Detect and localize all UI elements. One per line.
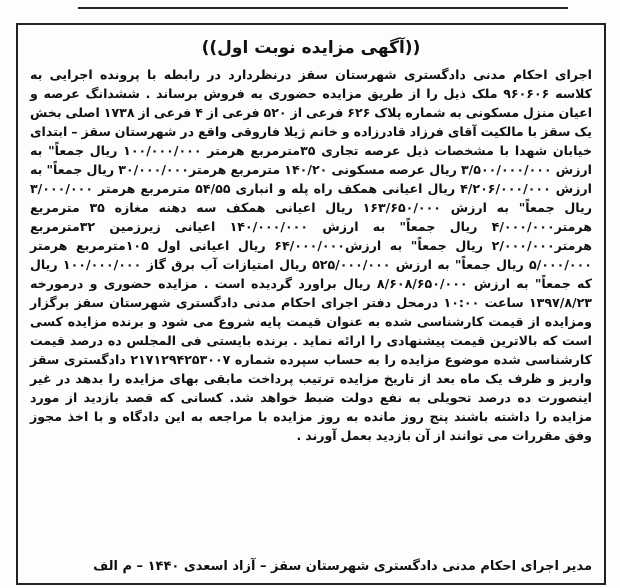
notice-body: اجرای احکام مدنی دادگستری شهرستان سقز درنظردارد در رابطه با پرونده اجرایی به کلاسه ۹۶۰۶۰۶ ملک ذیل را از طریق مزایده حضوری به فروش برساند . ششدانگ عرصه و اعیان منزل مسکونی به شماره پلاک ۶۲۶ فرعی از ۵۲۰ فرعی از ۴ فرعی از ۱۷۳۸ اصلی بخش یک سقز با مالکیت آقای فرزاد قادرزاده و خانم ژیلا فاروقی واقع در شهرستان سقز – ابتدای خیابان شهدا با مشخصات ذیل عرصه تجاری ۳۵مترمربع هرمتر ۱۰۰/۰۰۰/۰۰۰ ریال جمعاً" به ارزش ۳/۵۰۰/۰۰۰/۰۰۰ ریال عرصه مسکونی ۱۴۰/۲۰ مترمربع هرمتر۳۰/۰۰۰/۰۰۰ ریال جمعاً" به ارزش ۴/۲۰۶/۰۰۰/۰۰۰ ریال اعیانی همکف راه پله و انباری ۵۴/۵۵ مترمربع هرمتر ۳/۰۰۰/۰۰۰ ریال جمعاً" به ارزش ۱۶۳/۶۵۰/۰۰۰ ریال اعیانی همکف سه دهنه مغازه ۳۵ مترمربع هرمتر۴/۰۰۰/۰۰۰ ریال جمعاً" به ارزش ۱۴۰/۰۰۰/۰۰۰ اعیانی زیرزمین ۳۲مترمربع هرمتر۲/۰۰۰/۰۰۰ ریال جمعاً" به ارزش۶۴/۰۰۰/۰۰۰ ریال اعیانی اول ۱۰۵مترمربع هرمتر ۵/۰۰۰/۰۰۰ ریال جمعاً" به ارزش ۵۲۵/۰۰۰/۰۰۰ ریال امتیازات آب برق گاز ۱۰۰/۰۰۰/۰۰۰ ریال که جمعاً" به ارزش ۸/۶۰۸/۶۵۰/۰۰۰ ریال براورد گردیده است . مزایده حضوری و درمورخه ۱۳۹۷/۸/۲۳ ساعت ۱۰:۰۰ درمحل دفتر اجرای احکام مدنی دادگستری شهرستان سقز برگزار ومزایده از قیمت کارشناسی شده به عنوان قیمت پایه شروع می شود و برنده مزایده کسی است که بالاترین قیمت پیشنهادی را ارائه نماید . برنده بایستی فی المجلس ده درصد قیمت کارشناسی شده موضوع مزایده را به حساب سپرده شماره ۲۱۷۱۲۹۴۲۵۳۰۰۷ دادگستری سقز واریز و ظرف یک ماه بعد از تاریخ مزایده ترتیب پرداخت مابقی بهای مزایده را بدهد در غیر اینصورت ده درصد تحویلی به نفع دولت ضبط خواهد شد. کسانی که قصد بازدید از مورد مزایده را داشته باشند پنج روز مانده به روز مزایده با مراجعه به این دادگاه و با اخذ مجوز وفق مقررات می توانند از آن بازدید بعمل آورند . — [30, 67, 593, 443]
top-divider — [78, 7, 568, 9]
notice-frame — [16, 23, 606, 585]
notice-title: ((آگهی مزایده نوبت اول)) — [201, 38, 421, 58]
notice-signature: مدیر اجرای احکام مدنی دادگستری شهرستان سقز – آزاد اسعدی ۱۴۴۰ – م الف — [93, 559, 592, 574]
